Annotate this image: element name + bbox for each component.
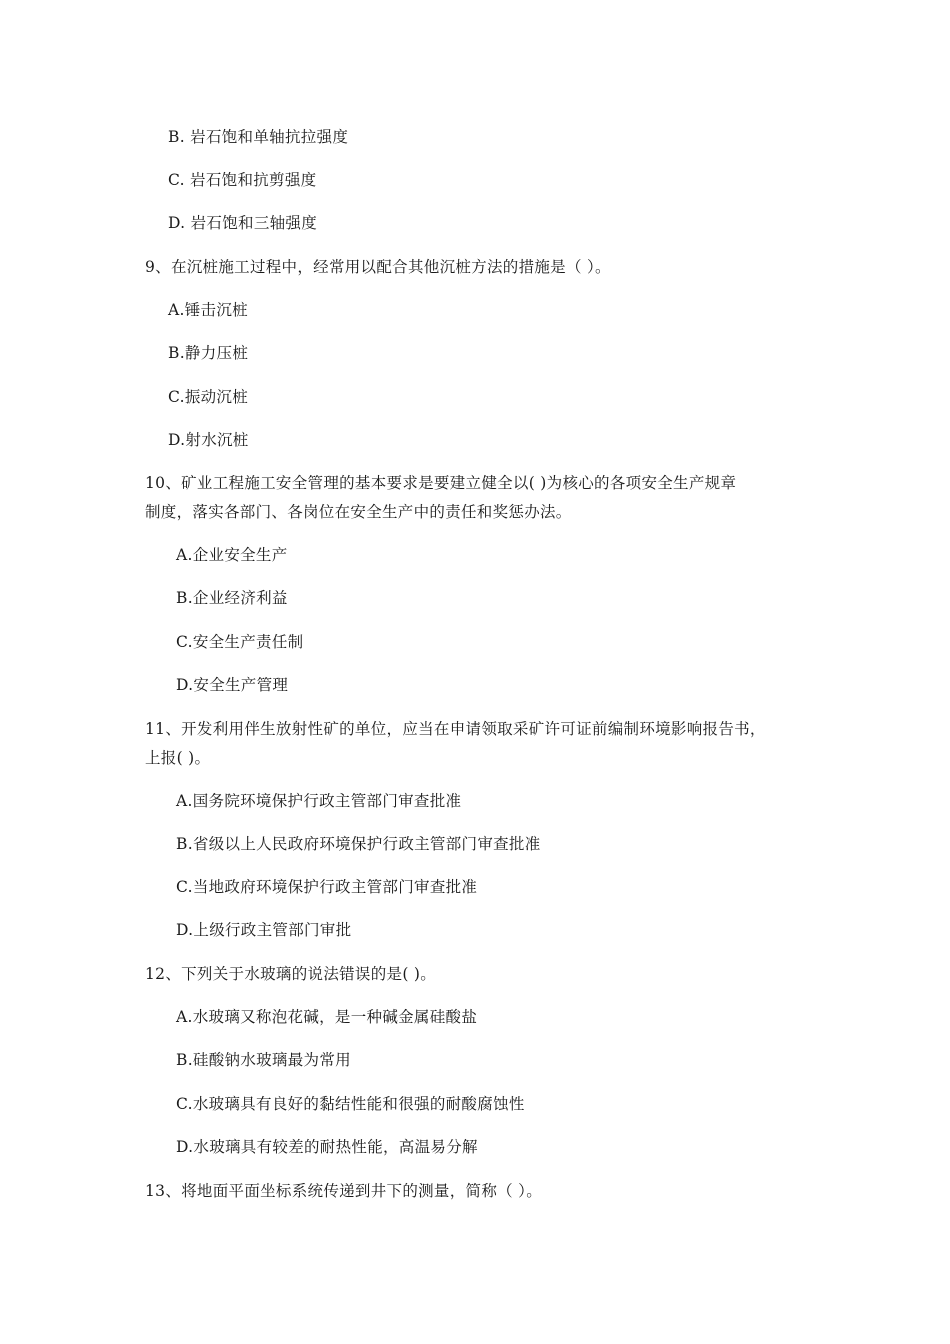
q9-option-b: B.静力压桩	[168, 344, 249, 362]
q12-option-a: A.水玻璃又称泡花碱，是一种碱金属硅酸盐	[176, 1008, 478, 1026]
q10-option-b: B.企业经济利益	[176, 589, 288, 607]
q8-option-c: C. 岩石饱和抗剪强度	[168, 171, 317, 189]
q11-option-a: A.国务院环境保护行政主管部门审查批准	[176, 792, 462, 810]
q10-option-a: A.企业安全生产	[176, 546, 288, 564]
q9-option-a: A.锤击沉桩	[168, 301, 248, 319]
q12-option-d: D.水玻璃具有较差的耐热性能，高温易分解	[176, 1138, 478, 1156]
q9-option-c: C.振动沉桩	[168, 388, 249, 406]
q8-option-d: D. 岩石饱和三轴强度	[168, 214, 318, 232]
q11-option-d: D.上级行政主管部门审批	[176, 921, 352, 939]
q12-option-b: B.硅酸钠水玻璃最为常用	[176, 1051, 351, 1069]
q12-option-c: C.水玻璃具有良好的黏结性能和很强的耐酸腐蚀性	[176, 1095, 525, 1113]
q8-option-b: B. 岩石饱和单轴抗拉强度	[168, 128, 349, 146]
q11-option-c: C.当地政府环境保护行政主管部门审查批准	[176, 878, 478, 896]
q11-question-line2: 上报( )。	[145, 749, 211, 767]
q12-question: 12、下列关于水玻璃的说法错误的是( )。	[145, 965, 437, 983]
q9-option-d: D.射水沉桩	[168, 431, 249, 449]
q13-question: 13、将地面平面坐标系统传递到井下的测量，简称（ ）。	[145, 1182, 543, 1200]
q9-question: 9、在沉桩施工过程中，经常用以配合其他沉桩方法的措施是（ ）。	[145, 258, 611, 276]
q11-question-line1: 11、开发利用伴生放射性矿的单位，应当在申请领取采矿许可证前编制环境影响报告书，	[145, 720, 766, 738]
q10-option-c: C.安全生产责任制	[176, 633, 304, 651]
q11-option-b: B.省级以上人民政府环境保护行政主管部门审查批准	[176, 835, 541, 853]
q10-question-line1: 10、矿业工程施工安全管理的基本要求是要建立健全以( )为核心的各项安全生产规章	[145, 474, 737, 492]
q10-question-line2: 制度，落实各部门、各岗位在安全生产中的责任和奖惩办法。	[145, 503, 572, 521]
q10-option-d: D.安全生产管理	[176, 676, 289, 694]
